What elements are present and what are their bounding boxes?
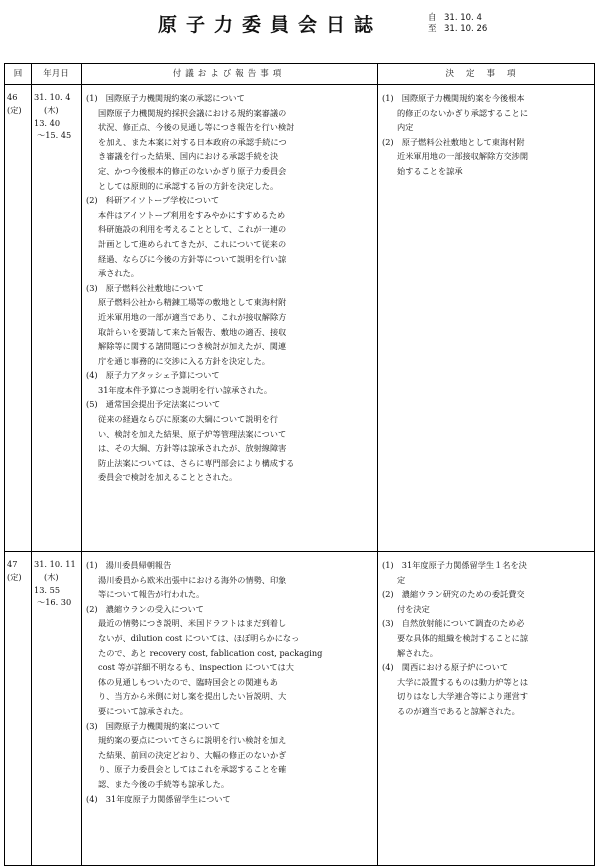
item-text-line: 要について諒承された。 (98, 705, 188, 716)
decision-text-line: 大学に設置するものは動力炉等とは (397, 676, 529, 687)
decision-text-line: 要な具体的組織を検討することに諒 (397, 632, 529, 643)
log-table (4, 63, 595, 866)
date-text: 31. 10. 4 (34, 92, 71, 102)
item-text-line: 取計らいを要請して来た旨報告、敷地の適否、接収 (98, 326, 287, 337)
col-header-proceedings: 付議および報告事項 (172, 69, 286, 79)
from-date: 31. 10. 4 (444, 13, 482, 23)
item-heading: (4) 31年度原子力関係留学生について (86, 793, 231, 804)
item-text-line: としては原則的に承認する旨の方針を決定した。 (98, 180, 279, 191)
col-header-date: 年月日 (43, 69, 69, 79)
item-heading: (1) 国際原子力機関規約案の承認について (86, 93, 245, 103)
time-to: ～15. 45 (37, 130, 72, 141)
item-text-line: は、その大綱、方針等は諒承されたが、放射線障害 (98, 443, 287, 454)
meeting-number: 47 (7, 559, 18, 569)
item-text-line: 国際原子力機関規約採択会議における規約案審議の (98, 107, 287, 118)
decision-text-line: 付を決定 (397, 603, 430, 614)
item-text-line: 等について報告が行われた。 (98, 589, 205, 600)
decisions-47 (382, 558, 594, 719)
col-rule (31, 64, 32, 865)
item-text-line: たので、あと recovery cost, fablication cost, packaging (98, 647, 323, 658)
decision-heading: (4) 関西における原子炉について (382, 662, 509, 673)
date-text: 31. 10. 11 (34, 559, 76, 569)
decision-text-line: 切りはなし大学連合等により運営す (397, 691, 529, 702)
item-text-line: き審議を行った結果、国内における承認手続を決 (98, 151, 279, 162)
item-text-line: 原子燃料公社から精錬工場等の敷地として東海村附 (98, 297, 287, 308)
meeting-date (34, 91, 80, 142)
time-from: 13. 40 (34, 117, 61, 128)
decision-text-line: 近米軍用地の一部接収解除方交渉開 (397, 151, 529, 162)
item-text-line: 庁を通じ事務的に交渉に入る方針を決定した。 (98, 355, 270, 366)
col-header-no: 回 (13, 69, 23, 79)
decision-heading: (2) 原子燃料公社敷地として東海村附 (382, 136, 525, 147)
meeting-date (34, 558, 80, 609)
to-label: 至 (428, 24, 437, 34)
item-text-line: 認、また今後の手続等も諒承した。 (98, 778, 230, 789)
col-rule (81, 64, 82, 865)
item-text-line: 近米軍用地の一部が適当であり、これが接収解除方 (98, 311, 287, 322)
item-heading: (3) 原子燃料公社敷地について (86, 282, 204, 293)
item-text-line: 31年度本件予算につき説明を行い諒承された。 (98, 384, 273, 395)
meeting-kind: (定) (7, 104, 22, 115)
decision-text-line: 定 (397, 574, 406, 585)
item-heading: (1) 湯川委員帰朝報告 (86, 560, 172, 570)
decision-heading: (3) 自然放射能について調査のため必 (382, 618, 525, 629)
item-text-line: 本件はアイソトープ利用をすみやかにすすめるため (98, 209, 286, 220)
item-heading: (3) 国際原子力機関規約案について (86, 720, 221, 731)
proceedings-46 (86, 91, 376, 485)
item-text-line: 解除等に関する諸問題につき検討が加えたが、関連 (98, 341, 287, 352)
meeting-number: 46 (7, 92, 18, 102)
item-text-line: い、検討を加えた結果、原子炉等管理法案について (98, 428, 287, 439)
item-heading: (4) 原子力アタッシェ予算について (86, 370, 220, 381)
proceedings-47 (86, 558, 376, 806)
time-to: ～16. 30 (37, 597, 72, 608)
item-text-line: 科研施設の利用を考えることとして、これが一連の (98, 224, 287, 235)
item-text-line: 状況、修正点、今後の見通し等につき報告を行い検討 (98, 122, 295, 133)
item-text-line: 規約案の要点についてさらに説明を行い検討を加え (98, 735, 287, 746)
item-text-line: 最近の情勢につき説明、米国ドラフトはまだ到着し (98, 618, 287, 629)
decision-heading: (1) 国際原子力機関規約案を今後根本 (382, 93, 525, 103)
item-text-line: 委員会で検討を加えることとされた。 (98, 472, 238, 483)
decision-text-line: 始することを諒承 (397, 165, 463, 176)
col-rule (377, 64, 378, 865)
weekday: (木) (44, 571, 59, 582)
meeting-no (7, 91, 22, 117)
item-text-line: 湯川委員から欧米出張中における海外の情勢、印象 (98, 574, 287, 585)
col-header-decisions: 決定事項 (445, 69, 528, 79)
row-rule (5, 551, 594, 552)
decisions-46 (382, 91, 594, 179)
meeting-kind: (定) (7, 571, 22, 582)
item-text-line: 定、かつ今後根本的修正のないかぎり原子力委員会 (98, 165, 287, 176)
item-heading: (2) 科研アイソトープ学校について (86, 195, 220, 206)
item-text-line: 従来の経過ならびに原案の大綱について説明を行 (98, 414, 278, 425)
item-heading: (2) 濃縮ウランの受入について (86, 603, 204, 614)
item-text-line: 体の見通しもついたので、臨時国会との関連もあ (98, 676, 278, 687)
to-date: 31. 10. 26 (444, 24, 488, 34)
item-text-line: 承された。 (98, 268, 139, 279)
item-text-line: り、当方から米側に対し案を提出したい旨説明、大 (98, 691, 287, 702)
from-label: 自 (428, 13, 437, 23)
time-from: 13. 55 (34, 584, 61, 595)
item-text-line: cost 等が詳細不明なるも、inspection については大 (98, 662, 294, 673)
item-text-line: 防止法案については、さらに専門部会により構成する (98, 457, 295, 468)
weekday: (木) (44, 104, 59, 115)
decision-text-line: 内定 (397, 122, 414, 133)
page-header (0, 0, 600, 58)
date-range (428, 13, 487, 35)
item-text-line: 経過、ならびに今後の方針等について説明を行い諒 (98, 253, 287, 264)
item-text-line: ないが、dilution cost については、ほぼ明らかになっ (98, 632, 300, 643)
item-heading: (5) 通常国会提出予定法案について (86, 399, 221, 410)
item-text-line: た結果、前回の決定どおり、大幅の修正のないかぎ (98, 749, 287, 760)
decision-text-line: るのが適当であると諒解された。 (397, 705, 520, 716)
meeting-no (7, 558, 22, 584)
header-rule (5, 84, 594, 85)
item-text-line: り、原子力委員会としてはこれを承認することを確 (98, 764, 287, 775)
item-text-line: を加え、また本案に対する日本政府の承認手続につ (98, 136, 287, 147)
item-text-line: 計画として進められてきたが、これについて従来の (98, 238, 287, 249)
decision-text-line: 解された。 (397, 647, 438, 658)
decision-heading: (1) 31年度原子力関係留学生１名を決 (382, 560, 527, 570)
decision-heading: (2) 濃縮ウラン研究のための委託費交 (382, 589, 525, 600)
decision-text-line: 的修正のないかぎり承認することに (397, 107, 529, 118)
page-title: 原子力委員会日誌 (158, 14, 383, 36)
